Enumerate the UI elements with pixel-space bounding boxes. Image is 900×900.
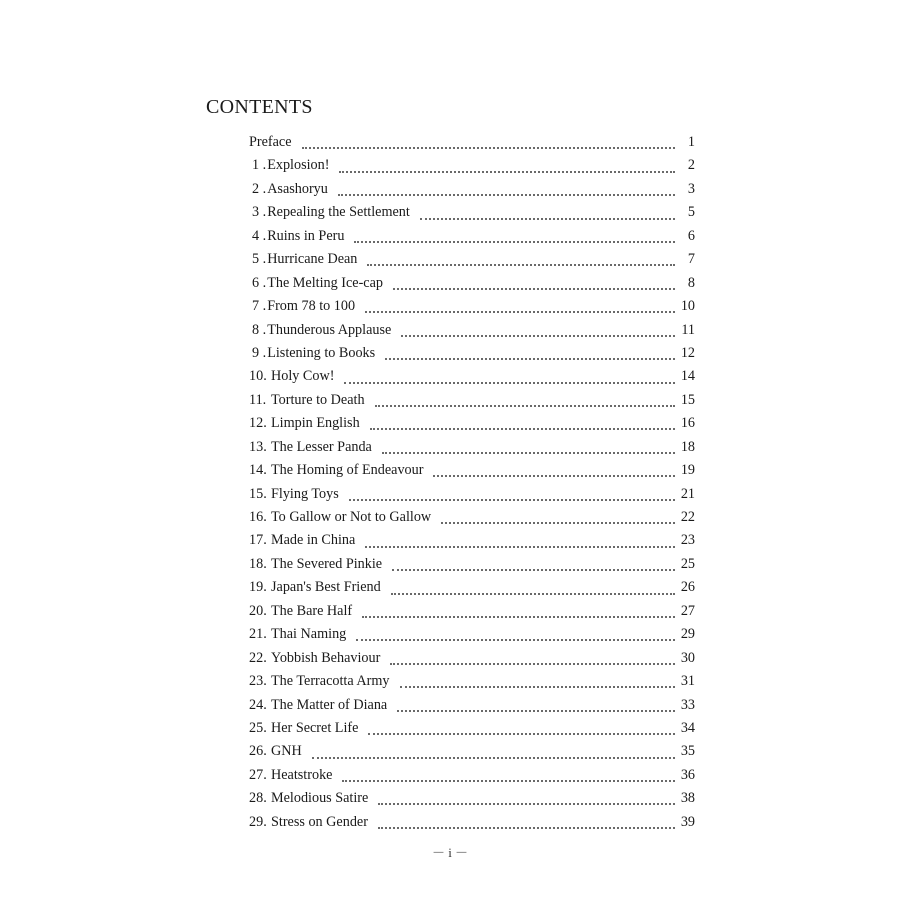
toc-entry-title: The Bare Half [271, 602, 353, 619]
toc-entry [249, 767, 695, 790]
dot-leader [365, 310, 675, 313]
toc-entry-title: To Gallow or Not to Gallow [271, 509, 432, 525]
toc-entry-title: Yobbish Behaviour [271, 649, 381, 666]
toc-entry-title: Stress on Gender [271, 813, 368, 830]
toc-entry [249, 626, 695, 649]
toc-entry-title: Listening to Books [267, 344, 376, 361]
toc-entry-page: 34 [680, 719, 695, 736]
toc-entry-number: 7 . [252, 298, 267, 315]
toc-entry-number: 5 . [252, 251, 267, 268]
dot-leader [385, 357, 675, 360]
toc-entry-page: 21 [680, 485, 695, 502]
dot-leader [397, 709, 675, 712]
toc-entry-page: 10 [680, 298, 695, 315]
toc-entry-title: Hurricane Dean [267, 251, 358, 268]
toc-entry-title: Ruins in Peru [267, 227, 345, 244]
toc-entry-title: Asashoryu [267, 180, 328, 197]
toc-entry-number: 13. [249, 438, 267, 455]
toc-entry-page: 35 [680, 743, 695, 760]
toc-entry-number: 15. [249, 485, 267, 502]
toc-entry-title: The Melting Ice-cap [267, 274, 383, 291]
toc-entry-number: 9 . [252, 344, 267, 361]
toc-entry-title: GNH [271, 743, 302, 760]
toc-entry-title: Heatstroke [271, 766, 333, 783]
dot-leader [433, 474, 675, 477]
dot-leader [393, 287, 675, 290]
dot-leader [441, 521, 675, 524]
toc-entry-number: 20. [249, 602, 267, 619]
toc-entry [249, 556, 695, 579]
dot-leader [400, 685, 676, 688]
dot-leader [382, 451, 675, 454]
dot-leader [370, 427, 675, 430]
dot-leader [354, 240, 675, 243]
toc-entry-title: Flying Toys [271, 485, 339, 502]
dot-leader [368, 732, 675, 735]
toc-entry-number: 29. [249, 813, 267, 830]
toc-entry-number: 17. [249, 532, 267, 549]
toc-entry [249, 251, 695, 274]
dot-leader [401, 334, 675, 337]
toc-entry-number: 16. [249, 509, 267, 525]
toc-entry [249, 275, 695, 298]
toc-entry-title: Her Secret Life [271, 719, 359, 736]
dot-leader [378, 826, 675, 829]
toc-entry-title: Torture to Death [271, 391, 365, 408]
toc-entry-title: The Matter of Diana [271, 696, 388, 713]
toc-entry-page: 23 [680, 532, 695, 549]
toc-entry-page: 22 [680, 509, 695, 525]
toc-entry-title: Holy Cow! [271, 368, 335, 385]
dot-leader [392, 568, 675, 571]
toc-entry [249, 204, 695, 227]
toc-entry-page: 38 [680, 790, 695, 807]
toc-entry [249, 697, 695, 720]
toc-entry-page: 33 [680, 696, 695, 713]
dot-leader [367, 263, 675, 266]
toc-entry [249, 134, 695, 157]
toc-entry-page: 18 [680, 438, 695, 455]
toc-entry [249, 743, 695, 766]
toc-entry-title: Limpin English [271, 415, 360, 432]
toc-entry [249, 720, 695, 743]
toc-entry-number: 25. [249, 719, 267, 736]
toc-entry [249, 228, 695, 251]
toc-entry-page: 11 [681, 321, 695, 338]
dot-leader [420, 217, 675, 220]
toc-entry-number: 19. [249, 579, 267, 596]
toc-entry-title: Thai Naming [271, 626, 347, 643]
toc-entry [249, 415, 695, 438]
dot-leader [302, 146, 675, 149]
toc-entry [249, 181, 695, 204]
toc-entry-page: 29 [680, 626, 695, 643]
toc-entry [249, 532, 695, 555]
dot-leader [312, 756, 675, 759]
toc-entry [249, 814, 695, 837]
dot-leader [362, 615, 675, 618]
toc-entry [249, 345, 695, 368]
toc-entry-title: The Lesser Panda [271, 438, 372, 455]
toc-entry [249, 392, 695, 415]
dot-leader [365, 545, 675, 548]
toc-entry-page: 6 [687, 227, 695, 244]
toc-entry-page: 25 [680, 555, 695, 572]
toc-entry-title: The Terracotta Army [271, 673, 390, 690]
toc-entry [249, 368, 695, 391]
toc-entry-number: 12. [249, 415, 267, 432]
toc-list [249, 134, 695, 837]
dot-leader [339, 170, 675, 173]
toc-entry-page: 30 [680, 649, 695, 666]
toc-entry-number: 24. [249, 696, 267, 713]
toc-entry [249, 603, 695, 626]
toc-entry [249, 298, 695, 321]
toc-entry-number: 21. [249, 626, 267, 643]
toc-entry-page: 27 [680, 602, 695, 619]
dot-leader [344, 381, 675, 384]
toc-entry-page: 3 [687, 180, 695, 197]
toc-entry-number: 28. [249, 790, 267, 807]
toc-entry-page: 8 [687, 274, 695, 291]
dot-leader [349, 498, 675, 501]
toc-entry-title: From 78 to 100 [267, 298, 356, 315]
toc-entry-title: Repealing the Settlement [267, 204, 410, 221]
toc-entry-page: 19 [680, 462, 695, 479]
toc-entry [249, 322, 695, 345]
toc-entry-page: 7 [687, 251, 695, 268]
toc-entry-page: 39 [680, 813, 695, 830]
toc-entry-title: The Severed Pinkie [271, 555, 383, 572]
dot-leader [338, 193, 675, 196]
toc-entry-number: 26. [249, 743, 267, 760]
toc-entry-number: 10. [249, 368, 267, 385]
toc-entry-page: 31 [680, 673, 695, 690]
toc-entry [249, 486, 695, 509]
dot-leader [390, 662, 675, 665]
toc-entry [249, 509, 695, 532]
toc-entry [249, 439, 695, 462]
toc-entry-number: 3 . [252, 204, 267, 221]
toc-entry-title: Made in China [271, 532, 356, 549]
toc-entry [249, 579, 695, 602]
dot-leader [375, 404, 675, 407]
toc-entry-page: 1 [687, 134, 695, 150]
page-number: － i － [431, 845, 469, 860]
toc-entry-page: 5 [687, 204, 695, 221]
dot-leader [391, 592, 675, 595]
toc-entry-number: 11. [249, 391, 267, 408]
toc-entry-page: 36 [680, 766, 695, 783]
toc-entry-number: 23. [249, 673, 267, 690]
toc-entry [249, 462, 695, 485]
toc-entry-page: 12 [680, 344, 695, 361]
toc-entry-number: 27. [249, 766, 267, 783]
toc-entry-title: Japan's Best Friend [271, 579, 381, 596]
toc-entry-title: Preface [249, 134, 292, 150]
toc-entry-page: 14 [680, 368, 695, 385]
toc-entry-title: The Homing of Endeavour [271, 462, 424, 479]
toc-entry-number: 18. [249, 555, 267, 572]
toc-entry-number: 22. [249, 649, 267, 666]
dot-leader [356, 638, 675, 641]
toc-entry-number: 8 . [252, 321, 267, 338]
toc-entry-number: 14. [249, 462, 267, 479]
toc-entry-title: Melodious Satire [271, 790, 369, 807]
toc-entry-page: 26 [680, 579, 695, 596]
toc-entry [249, 650, 695, 673]
toc-entry [249, 790, 695, 813]
toc-entry-number: 4 . [252, 227, 267, 244]
toc-entry-number: 6 . [252, 274, 267, 291]
contents-heading: CONTENTS [206, 96, 313, 118]
toc-entry-number: 2 . [252, 180, 267, 197]
toc-entry [249, 673, 695, 696]
dot-leader [378, 802, 675, 805]
toc-entry [249, 157, 695, 180]
toc-entry-page: 16 [680, 415, 695, 432]
toc-entry-number: 1 . [252, 157, 267, 174]
toc-entry-page: 2 [687, 157, 695, 174]
dot-leader [342, 779, 675, 782]
toc-entry-title: Explosion! [267, 157, 330, 174]
toc-entry-page: 15 [680, 391, 695, 408]
toc-entry-title: Thunderous Applause [267, 321, 392, 338]
